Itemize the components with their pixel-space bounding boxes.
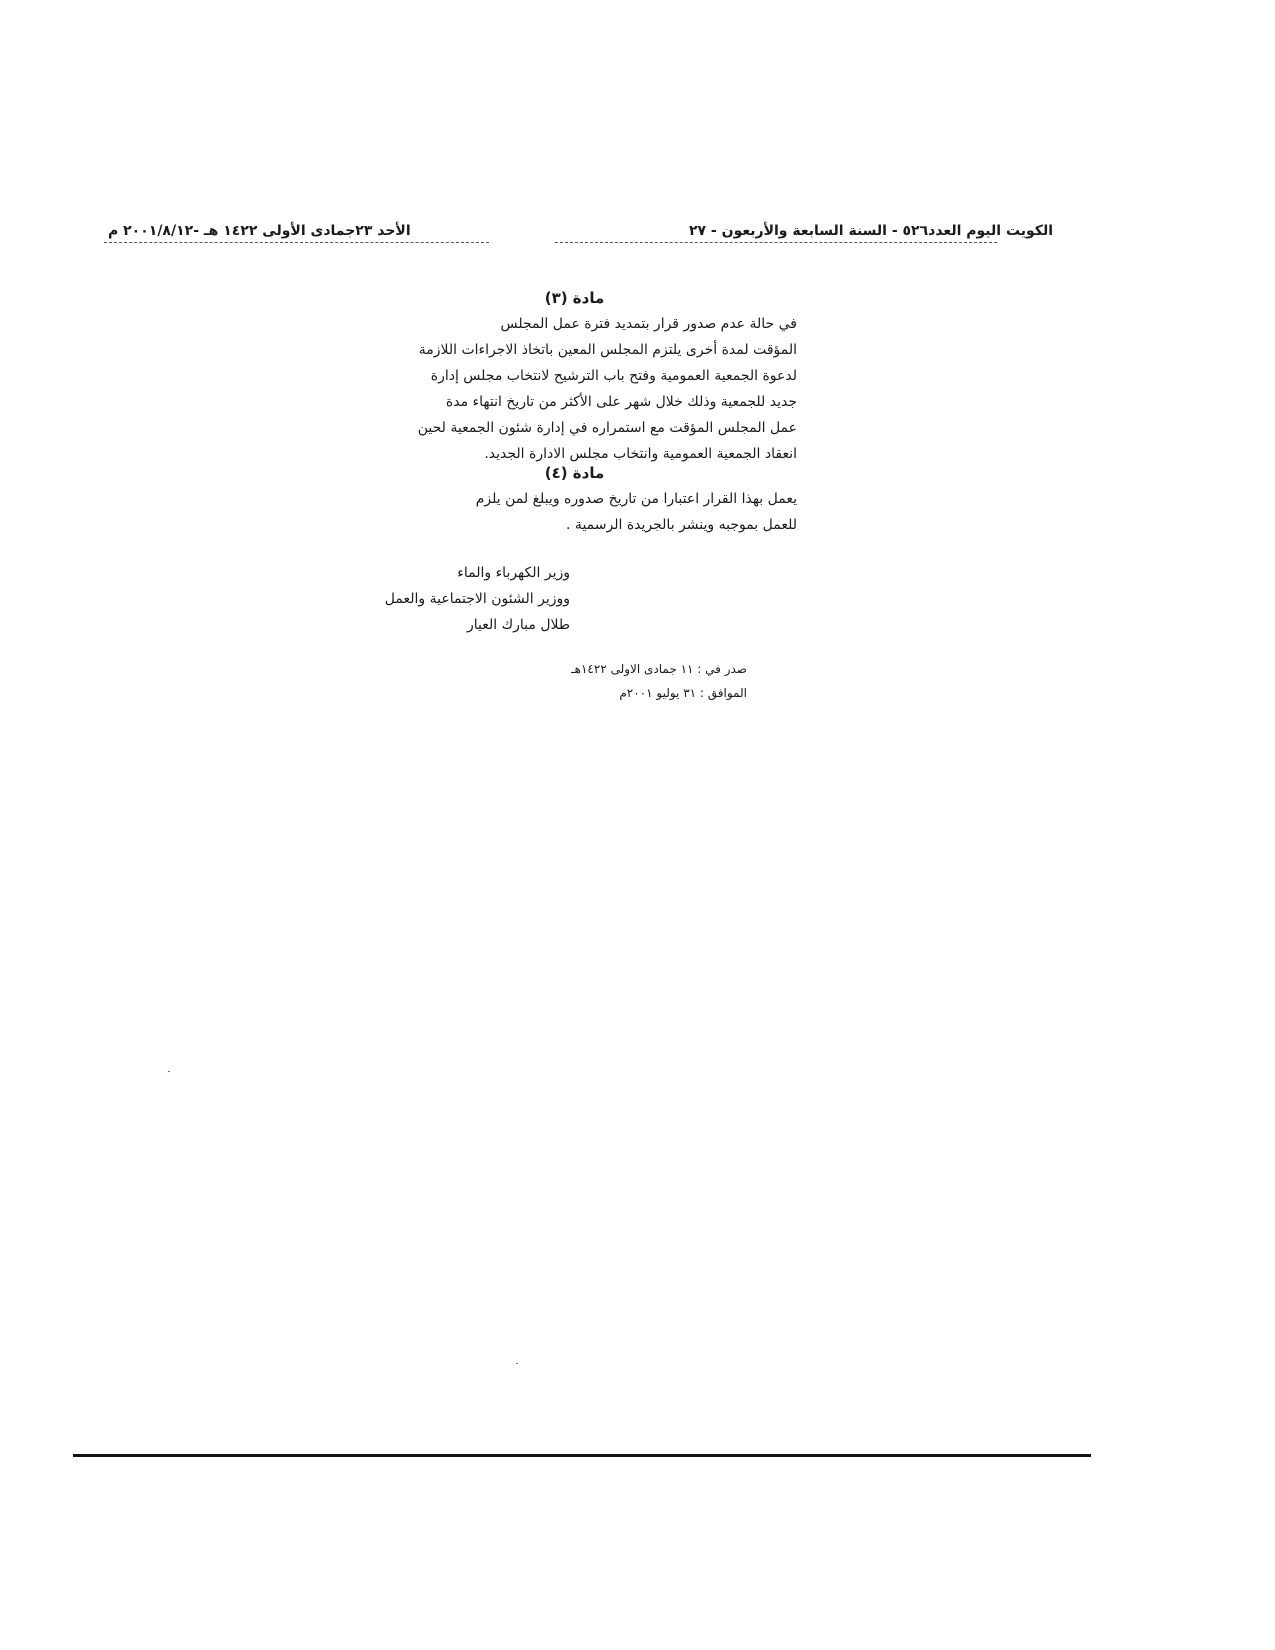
scan-speck (516, 1363, 518, 1364)
header-rule-right (555, 242, 997, 243)
scan-speck (168, 1071, 170, 1072)
issued-date-hijri: صدر في : ١١ جمادى الاولى ١٤٢٢هـ (571, 662, 747, 676)
header-issue-info: الكويت اليوم العدد٥٢٦ - السنة السابعة والأربعون - ٢٧ (688, 223, 1053, 239)
article-4 (352, 460, 797, 538)
header-rule-left (104, 242, 489, 243)
article-4-line: للعمل بموجبه وينشر بالجريدة الرسمية . (566, 517, 797, 533)
issued-date-gregorian: الموافق : ٣١ يوليو ٢٠٠١م (619, 686, 747, 700)
article-3-line: جديد للجمعية وذلك خلال شهر على الأكثر من تاريخ انتهاء مدة (445, 394, 797, 410)
signature-title-2: ووزير الشئون الاجتماعية والعمل (384, 591, 570, 607)
article-3-title: مادة (٣) (544, 289, 605, 307)
header-date: الأحد ٢٣جمادى الأولى ١٤٢٢ هـ -٢٠٠١/٨/١٢ م (108, 223, 411, 239)
article-3 (352, 285, 797, 467)
article-3-line: المؤقت لمدة أخرى يلتزم المجلس المعين باتخاذ الاجراءات اللازمة (418, 342, 797, 358)
article-3-line: عمل المجلس المؤقت مع استمراره في إدارة شئون الجمعية لحين (417, 420, 797, 436)
article-3-line: انعقاد الجمعية العمومية وانتخاب مجلس الادارة الجديد. (484, 446, 797, 462)
article-4-line: يعمل بهذا القرار اعتبارا من تاريخ صدوره ويبلغ لمن يلزم (475, 491, 797, 507)
signature-name: طلال مبارك العيار (466, 617, 570, 633)
article-4-title: مادة (٤) (544, 464, 605, 482)
page-bottom-rule (73, 1454, 1091, 1457)
signature-title-1: وزير الكهرباء والماء (457, 565, 570, 581)
article-3-line: في حالة عدم صدور قرار بتمديد فترة عمل المجلس (500, 316, 797, 332)
article-3-line: لدعوة الجمعية العمومية وفتح باب الترشيح لانتخاب مجلس إدارة (430, 368, 797, 384)
